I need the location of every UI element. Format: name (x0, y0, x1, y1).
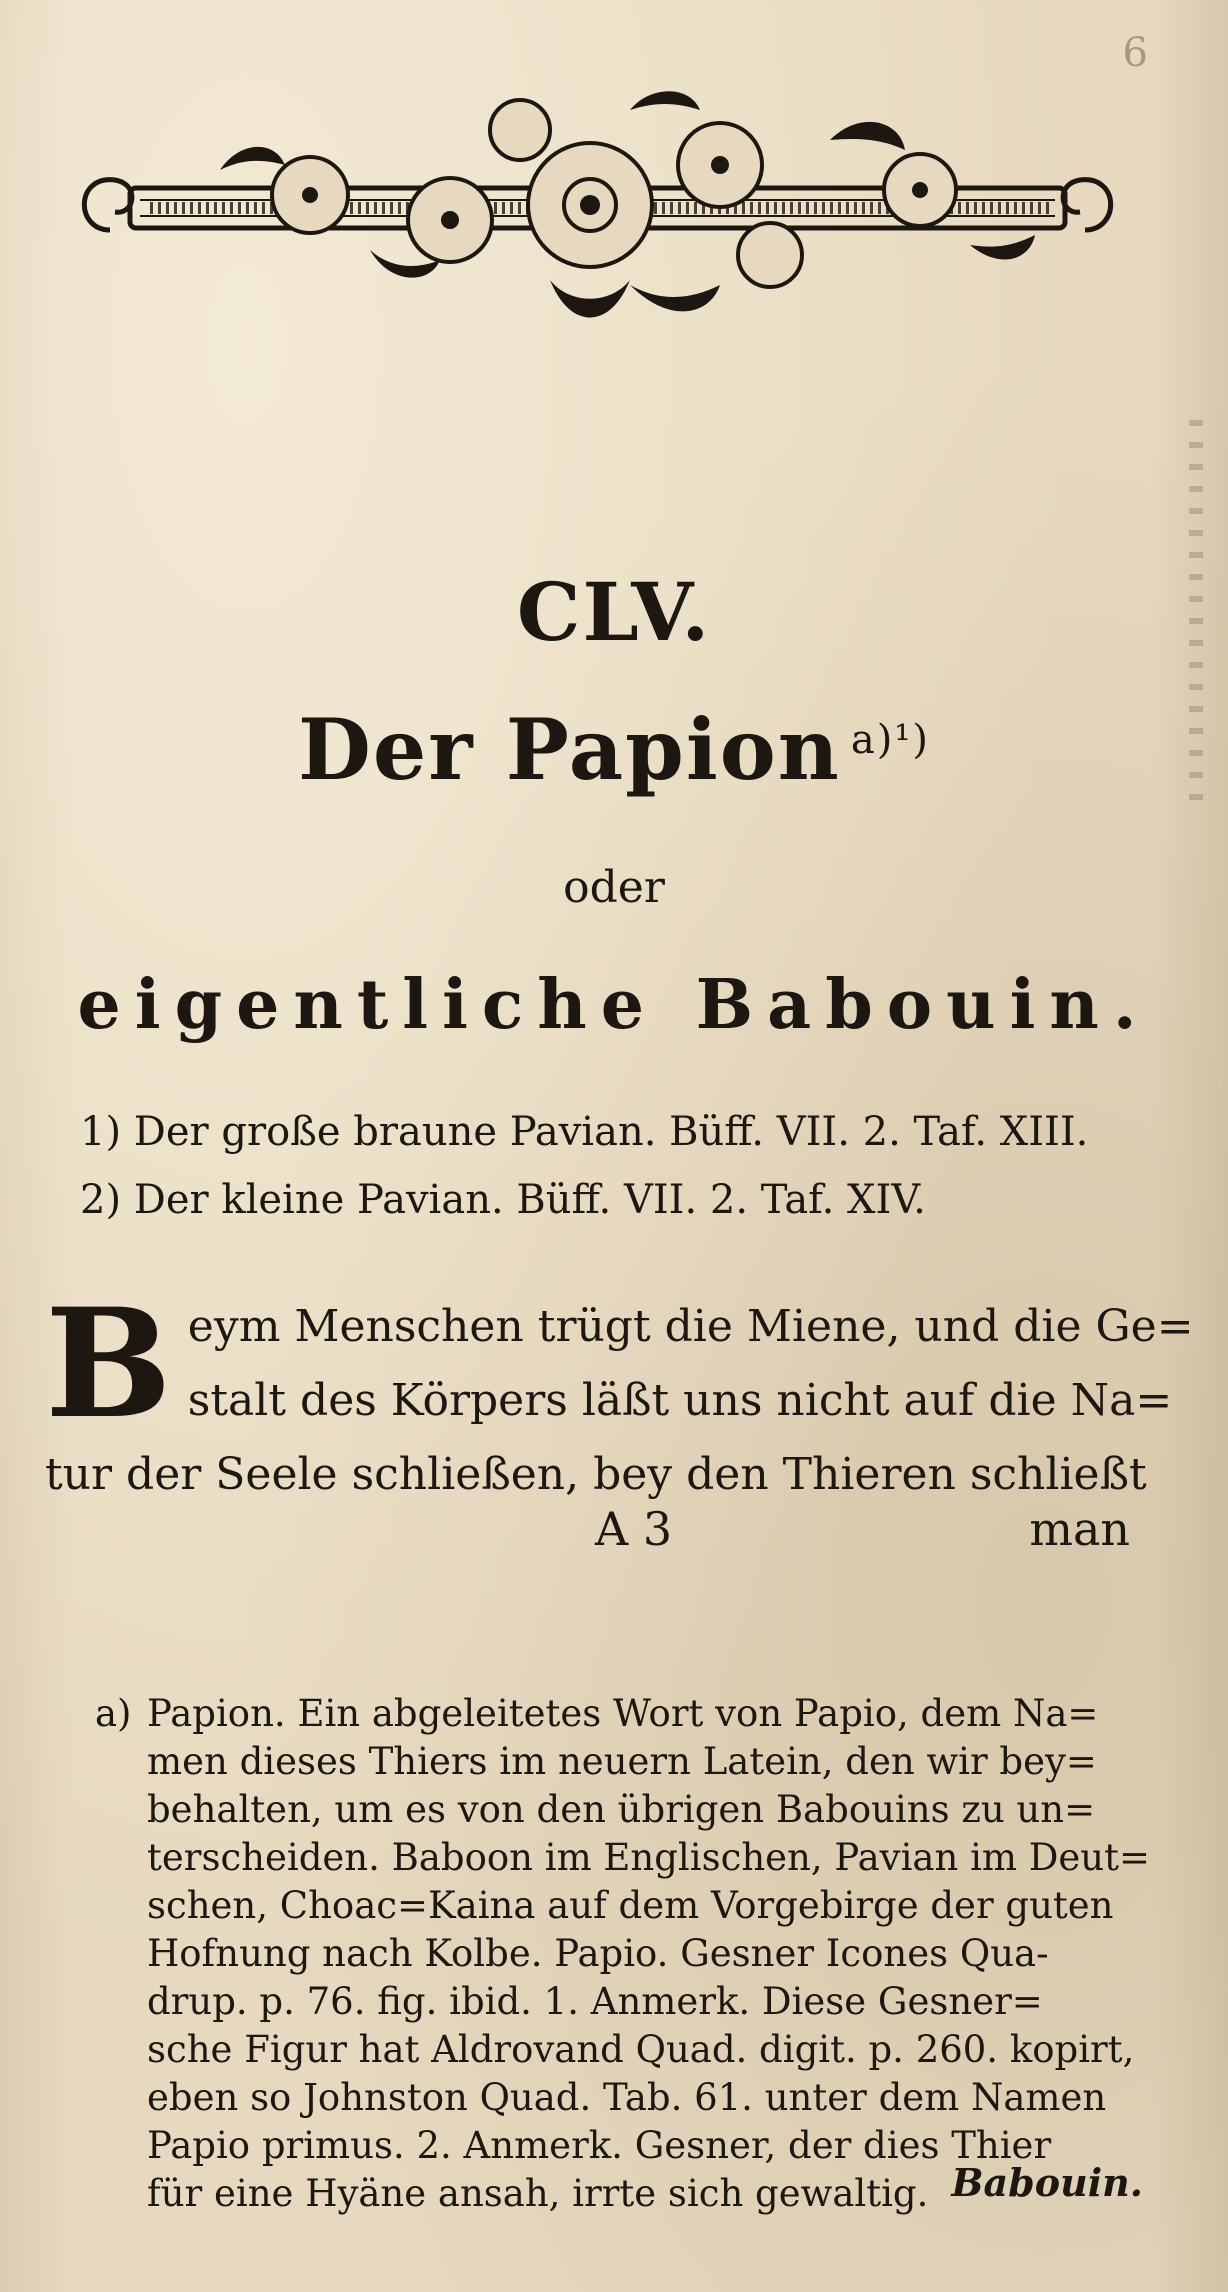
footnote-line: eben so Johnston Quad. Tab. 61. unter dem Namen (147, 2076, 1107, 2119)
footnote-line: Papio primus. 2. Anmerk. Gesner, der dies Thier (147, 2124, 1052, 2167)
title-connector: oder (563, 862, 665, 913)
plate-reference: 2) Der kleine Pavian. Büff. VII. 2. Taf. XIV. (80, 1177, 926, 1223)
signature-line (0, 1502, 1140, 1572)
floral-vignette-icon (70, 80, 1125, 335)
body-paragraph (45, 1276, 1194, 1512)
body-line: eym Menschen trügt die Miene, und die Ge= (187, 1301, 1194, 1352)
plate-references (80, 1098, 1170, 1234)
footnote-line: Hofnung nach Kolbe. Papio. Gesner Icones Qua- (147, 1932, 1049, 1975)
footnote-line: schen, Choac=Kaina auf dem Vorgebirge der guten (147, 1884, 1114, 1927)
footnote-line (95, 1690, 1155, 1738)
chapter-number: CLV. (516, 565, 712, 659)
chapter-subtitle: eigentliche Babouin. (77, 965, 1151, 1045)
footnote (95, 1690, 1155, 2218)
footnote-line: men dieses Thiers im neuern Latein, den wir bey= (147, 1740, 1097, 1783)
title-text: Der Papion (298, 700, 841, 799)
page-edge-shadow (1189, 420, 1203, 800)
drop-cap: B (45, 1276, 172, 1452)
body-line: tur der Seele schließen, bey den Thieren schließt (45, 1449, 1147, 1500)
catchword: man (1029, 1502, 1130, 1556)
body-line: stalt des Körpers läßt uns nicht auf die Na= (187, 1375, 1173, 1426)
chapter-title (0, 700, 1228, 799)
footnote-text: Papion. Ein abgeleitetes Wort von Papio, dem Na= (147, 1692, 1099, 1735)
footnote-line: drup. p. 76. fig. ibid. 1. Anmerk. Diese Gesner= (147, 1980, 1043, 2023)
signature-mark: A 3 (595, 1502, 673, 1556)
plate-reference: 1) Der große braune Pavian. Büff. VII. 2. Taf. XIII. (80, 1109, 1089, 1155)
footnote-line: sche Figur hat Aldrovand Quad. digit. p. 260. kopirt, (147, 2028, 1135, 2071)
footnote-catchword: Babouin. (951, 2160, 1143, 2205)
page-number: 6 (1122, 30, 1148, 76)
footnote-marker: a) (95, 1692, 132, 1735)
footnote-line: für eine Hyäne ansah, irrte sich gewaltig. (147, 2172, 929, 2215)
footnote-line: behalten, um es von den übrigen Babouins zu un= (147, 1788, 1096, 1831)
footnote-line: terscheiden. Baboon im Englischen, Pavian im Deut= (147, 1836, 1151, 1879)
title-footnote-marker: a)¹) (850, 717, 930, 763)
